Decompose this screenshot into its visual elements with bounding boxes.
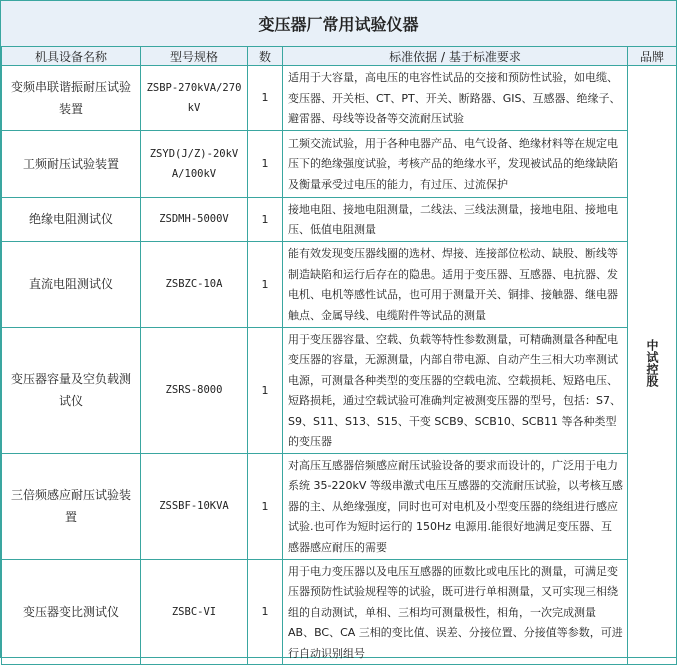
table-row xyxy=(2,130,677,197)
row-name: 三倍频感应耐压试验装置 xyxy=(2,453,141,559)
row-name: 变压器容量及空负载测试仪 xyxy=(2,327,141,453)
row-qty: 1 xyxy=(248,130,283,197)
row-model: ZSBP-270kVA/270kV xyxy=(141,66,248,131)
row-qty: 1 xyxy=(248,327,283,453)
row-qty: 1 xyxy=(248,559,283,665)
col-header-name: 机具设备名称 xyxy=(2,47,141,66)
brand-cell xyxy=(628,66,677,665)
instrument-table xyxy=(1,46,677,665)
row-name: 变压器变比测试仪 xyxy=(2,559,141,665)
col-header-qty: 数 xyxy=(248,47,283,66)
table-row xyxy=(2,197,677,241)
col-header-model: 型号规格 xyxy=(141,47,248,66)
row-name: 绝缘电阻测试仪 xyxy=(2,197,141,241)
table-title: 变压器厂常用试验仪器 xyxy=(1,1,676,46)
row-name: 直流电阻测试仪 xyxy=(2,241,141,327)
row-name: 变频串联谐振耐压试验装置 xyxy=(2,66,141,131)
row-desc: 对高压互感器倍频感应耐压试验设备的要求而设计的，广泛用于电力系统 35-220kV 等级串激式电压互感器的交流耐压试验，以考核互感器的主、从绝缘强度，同时也可对电机及小型变压器的绕组进行感应试验.也可作为短时运行的 150Hz 电源用.能很好地满足变压器、互感器感应耐压的需要 xyxy=(283,453,628,559)
row-desc: 用于电力变压器以及电压互感器的匝数比或电压比的测量，可满足变压器预防性试验规程等的试验，既可进行单相测量，又可实现三相绕组的自动测试，单相、三相均可测量极性，相角，一次完成测量 AB、BC、CA 三相的变比值、误差、分接位置、分接值等参数，可进行自动识别组号 xyxy=(283,559,628,665)
row-qty: 1 xyxy=(248,66,283,131)
brand-name: 中试控股 xyxy=(645,339,659,387)
row-desc: 工频交流试验，用于各种电器产品、电气设备、绝缘材料等在规定电压下的绝缘强度试验，考核产品的绝缘水平，发现被试品的绝缘缺陷及衡量承受过电压的能力，有过压、过流保护 xyxy=(283,130,628,197)
row-desc: 接地电阻、接地电阻测量，二线法、三线法测量，接地电阻、接地电压、低值电阻测量 xyxy=(283,197,628,241)
row-model: ZSBC-VI xyxy=(141,559,248,665)
row-model: ZSSBF-10KVA xyxy=(141,453,248,559)
row-name: 工频耐压试验装置 xyxy=(2,130,141,197)
row-desc: 能有效发现变压器线圈的选材、焊接、连接部位松动、缺股、断线等制造缺陷和运行后存在的隐患。适用于变压器、互感器、电抗器、发电机、电机等感性试品，也可用于测量开关、铜排、接触器、继电器触点、金属导线、电缆附件等试品的测量 xyxy=(283,241,628,327)
table-row xyxy=(2,66,677,131)
row-desc: 用于变压器容量、空载、负载等特性参数测量，可精确测量各种配电变压器的容量，无源测量，内部自带电源、自动产生三相大功率测试电源，可测量各种类型的变压器的空载电流、空载损耗、短路电压、短路损耗，通过空载试验可准确判定被测变压器的型号，包括：S7、S9、S11、S13、S15、干变 SCB9、SCB10、SCB11 等各种类型的变压器 xyxy=(283,327,628,453)
row-model: ZSBZC-10A xyxy=(141,241,248,327)
row-qty: 1 xyxy=(248,241,283,327)
table-row xyxy=(2,559,677,665)
table-row xyxy=(2,453,677,559)
row-model: ZSRS-8000 xyxy=(141,327,248,453)
col-header-desc: 标准依据 / 基于标准要求 xyxy=(283,47,628,66)
col-header-brand: 品牌 xyxy=(628,47,677,66)
row-qty: 1 xyxy=(248,197,283,241)
row-qty: 1 xyxy=(248,453,283,559)
table-header-row xyxy=(2,47,677,66)
row-model: ZSYD(J/Z)-20kVA/100kV xyxy=(141,130,248,197)
row-model: ZSDMH-5000V xyxy=(141,197,248,241)
table-row xyxy=(2,241,677,327)
row-desc: 适用于大容量，高电压的电容性试品的交接和预防性试验，如电缆、变压器、开关柜、CT、PT、开关、断路器、GIS、互感器、绝缘子、避雷器、母线等设备等交流耐压试验 xyxy=(283,66,628,131)
table-row xyxy=(2,327,677,453)
